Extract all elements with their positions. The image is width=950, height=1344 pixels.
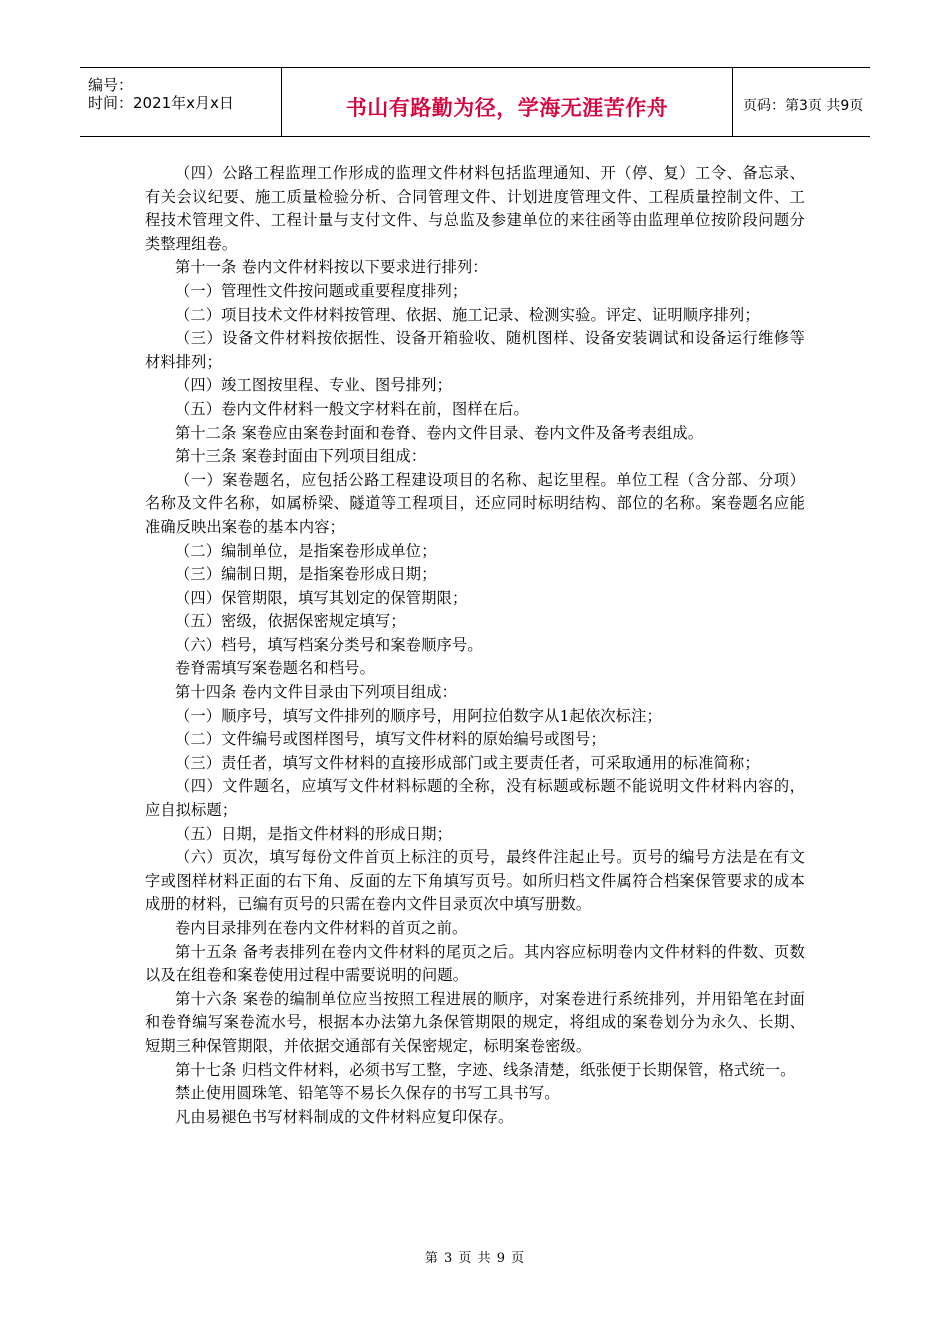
header-motto-cell [282,68,733,136]
body-paragraph: （五）密级，依据保密规定填写； [175,612,406,631]
body-paragraph: （五）卷内文件材料一般文字材料在前，图样在后。 [175,399,529,418]
body-paragraph: （四）保管期限，填写其划定的保管期限； [175,588,468,607]
body-paragraph: （四）文件题名，应填写文件材料标题的全称，没有标题或标题不能说明文件材料内容的，应自拟标题； [145,777,805,820]
body-paragraph: （一）案卷题名，应包括公路工程建设项目的名称、起讫里程。单位工程（含分部、分项）名称及文件名称，如属桥梁、隧道等工程项目，还应同时标明结构、部位的名称。案卷题名应能准确反映出案卷的基本内容； [145,470,805,536]
article-13-heading: 第十三条 案卷封面由下列项目组成： [175,447,427,466]
header-info-cell [80,68,282,136]
body-paragraph: （一）顺序号，填写文件排列的顺序号，用阿拉伯数字从1起依次标注； [175,706,662,725]
document-date-label: 时间：2021年x月x日 [88,94,234,112]
body-paragraph: （四）公路工程监理工作形成的监理文件材料包括监理通知、开（停、复）工令、备忘录、有关会议纪要、施工质量检验分析、合同管理文件、计划进度管理文件、工程质量控制文件、工程技术管理文件、工程计量与支付文件、与总监及参建单位的来往函等由监理单位按阶段问题分类整理组卷。 [145,164,805,253]
body-paragraph: （三）编制日期，是指案卷形成日期； [175,565,437,584]
body-paragraph: （六）档号，填写档案分类号和案卷顺序号。 [175,635,483,654]
article-14-heading: 第十四条 卷内文件目录由下列项目组成： [175,683,458,702]
body-paragraph: 卷脊需填写案卷题名和档号。 [175,659,376,678]
header-page-cell [733,68,870,136]
body-paragraph: （二）编制单位，是指案卷形成单位； [175,541,437,560]
article-11-heading: 第十一条 卷内文件材料按以下要求进行排列： [175,258,488,277]
document-number-label: 编号： [88,76,134,94]
body-paragraph: （六）页次，填写每份文件首页上标注的页号，最终件注起止号。页号的编号方法是在有文字或图样材料正面的右下角、反面的左下角填写页号。如所归档文件属符合档案保管要求的成本成册的材料，已编有页号的只需在卷内文件目录页次中填写册数。 [145,848,805,914]
body-paragraph: （三）设备文件材料按依据性、设备开箱验收、随机图样、设备安装调试和设备运行维修等材料排列； [145,329,805,371]
body-paragraph: （二）文件编号或图样图号，填写文件材料的原始编号或图号； [175,730,606,749]
body-paragraph: （三）责任者，填写文件材料的直接形成部门或主要责任者，可采取通用的标准简称； [175,753,760,772]
body-paragraph: 凡由易褪色书写材料制成的文件材料应复印保存。 [175,1107,514,1126]
body-paragraph: （二）项目技术文件材料按管理、依据、施工记录、检测实验。评定、证明顺序排列； [175,305,760,324]
body-paragraph: （四）竣工图按里程、专业、图号排列； [175,376,452,395]
article-16-heading: 第十六条 案卷的编制单位应当按照工程进展的顺序，对案卷进行系统排列，并用铅笔在封面和卷脊编写案卷流水号，根据本办法第九条保管期限的规定，将组成的案卷划分为永久、长期、短期三种保管期限，并依据交通部有关保密规定，标明案卷密级。 [145,989,805,1055]
article-15-heading: 第十五条 备考表排列在卷内文件材料的尾页之后。其内容应标明卷内文件材料的件数、页数以及在组卷和案卷使用过程中需要说明的问题。 [145,942,805,985]
body-paragraph: （一）管理性文件按问题或重要程度排列； [175,281,468,300]
header-page-number: 页码：第3页 共9页 [743,98,864,114]
body-paragraph: 禁止使用圆珠笔、铅笔等不易长久保存的书写工具书写。 [175,1084,560,1103]
header-motto: 书山有路勤为径，学海无涯苦作舟 [345,96,669,120]
body-paragraph: （五）日期，是指文件材料的形成日期； [175,824,452,843]
page-footer: 第 3 页 共 9 页 [424,1251,526,1266]
body-paragraph: 卷内目录排列在卷内文件材料的首页之前。 [175,919,468,937]
article-17-heading: 第十七条 归档文件材料，必须书写工整，字迹、线条清楚，纸张便于长期保管，格式统一。 [175,1060,796,1079]
article-12-heading: 第十二条 案卷应由案卷封面和卷脊、卷内文件目录、卷内文件及备考表组成。 [175,423,704,442]
page-header [80,67,870,137]
document-body [145,162,805,1129]
